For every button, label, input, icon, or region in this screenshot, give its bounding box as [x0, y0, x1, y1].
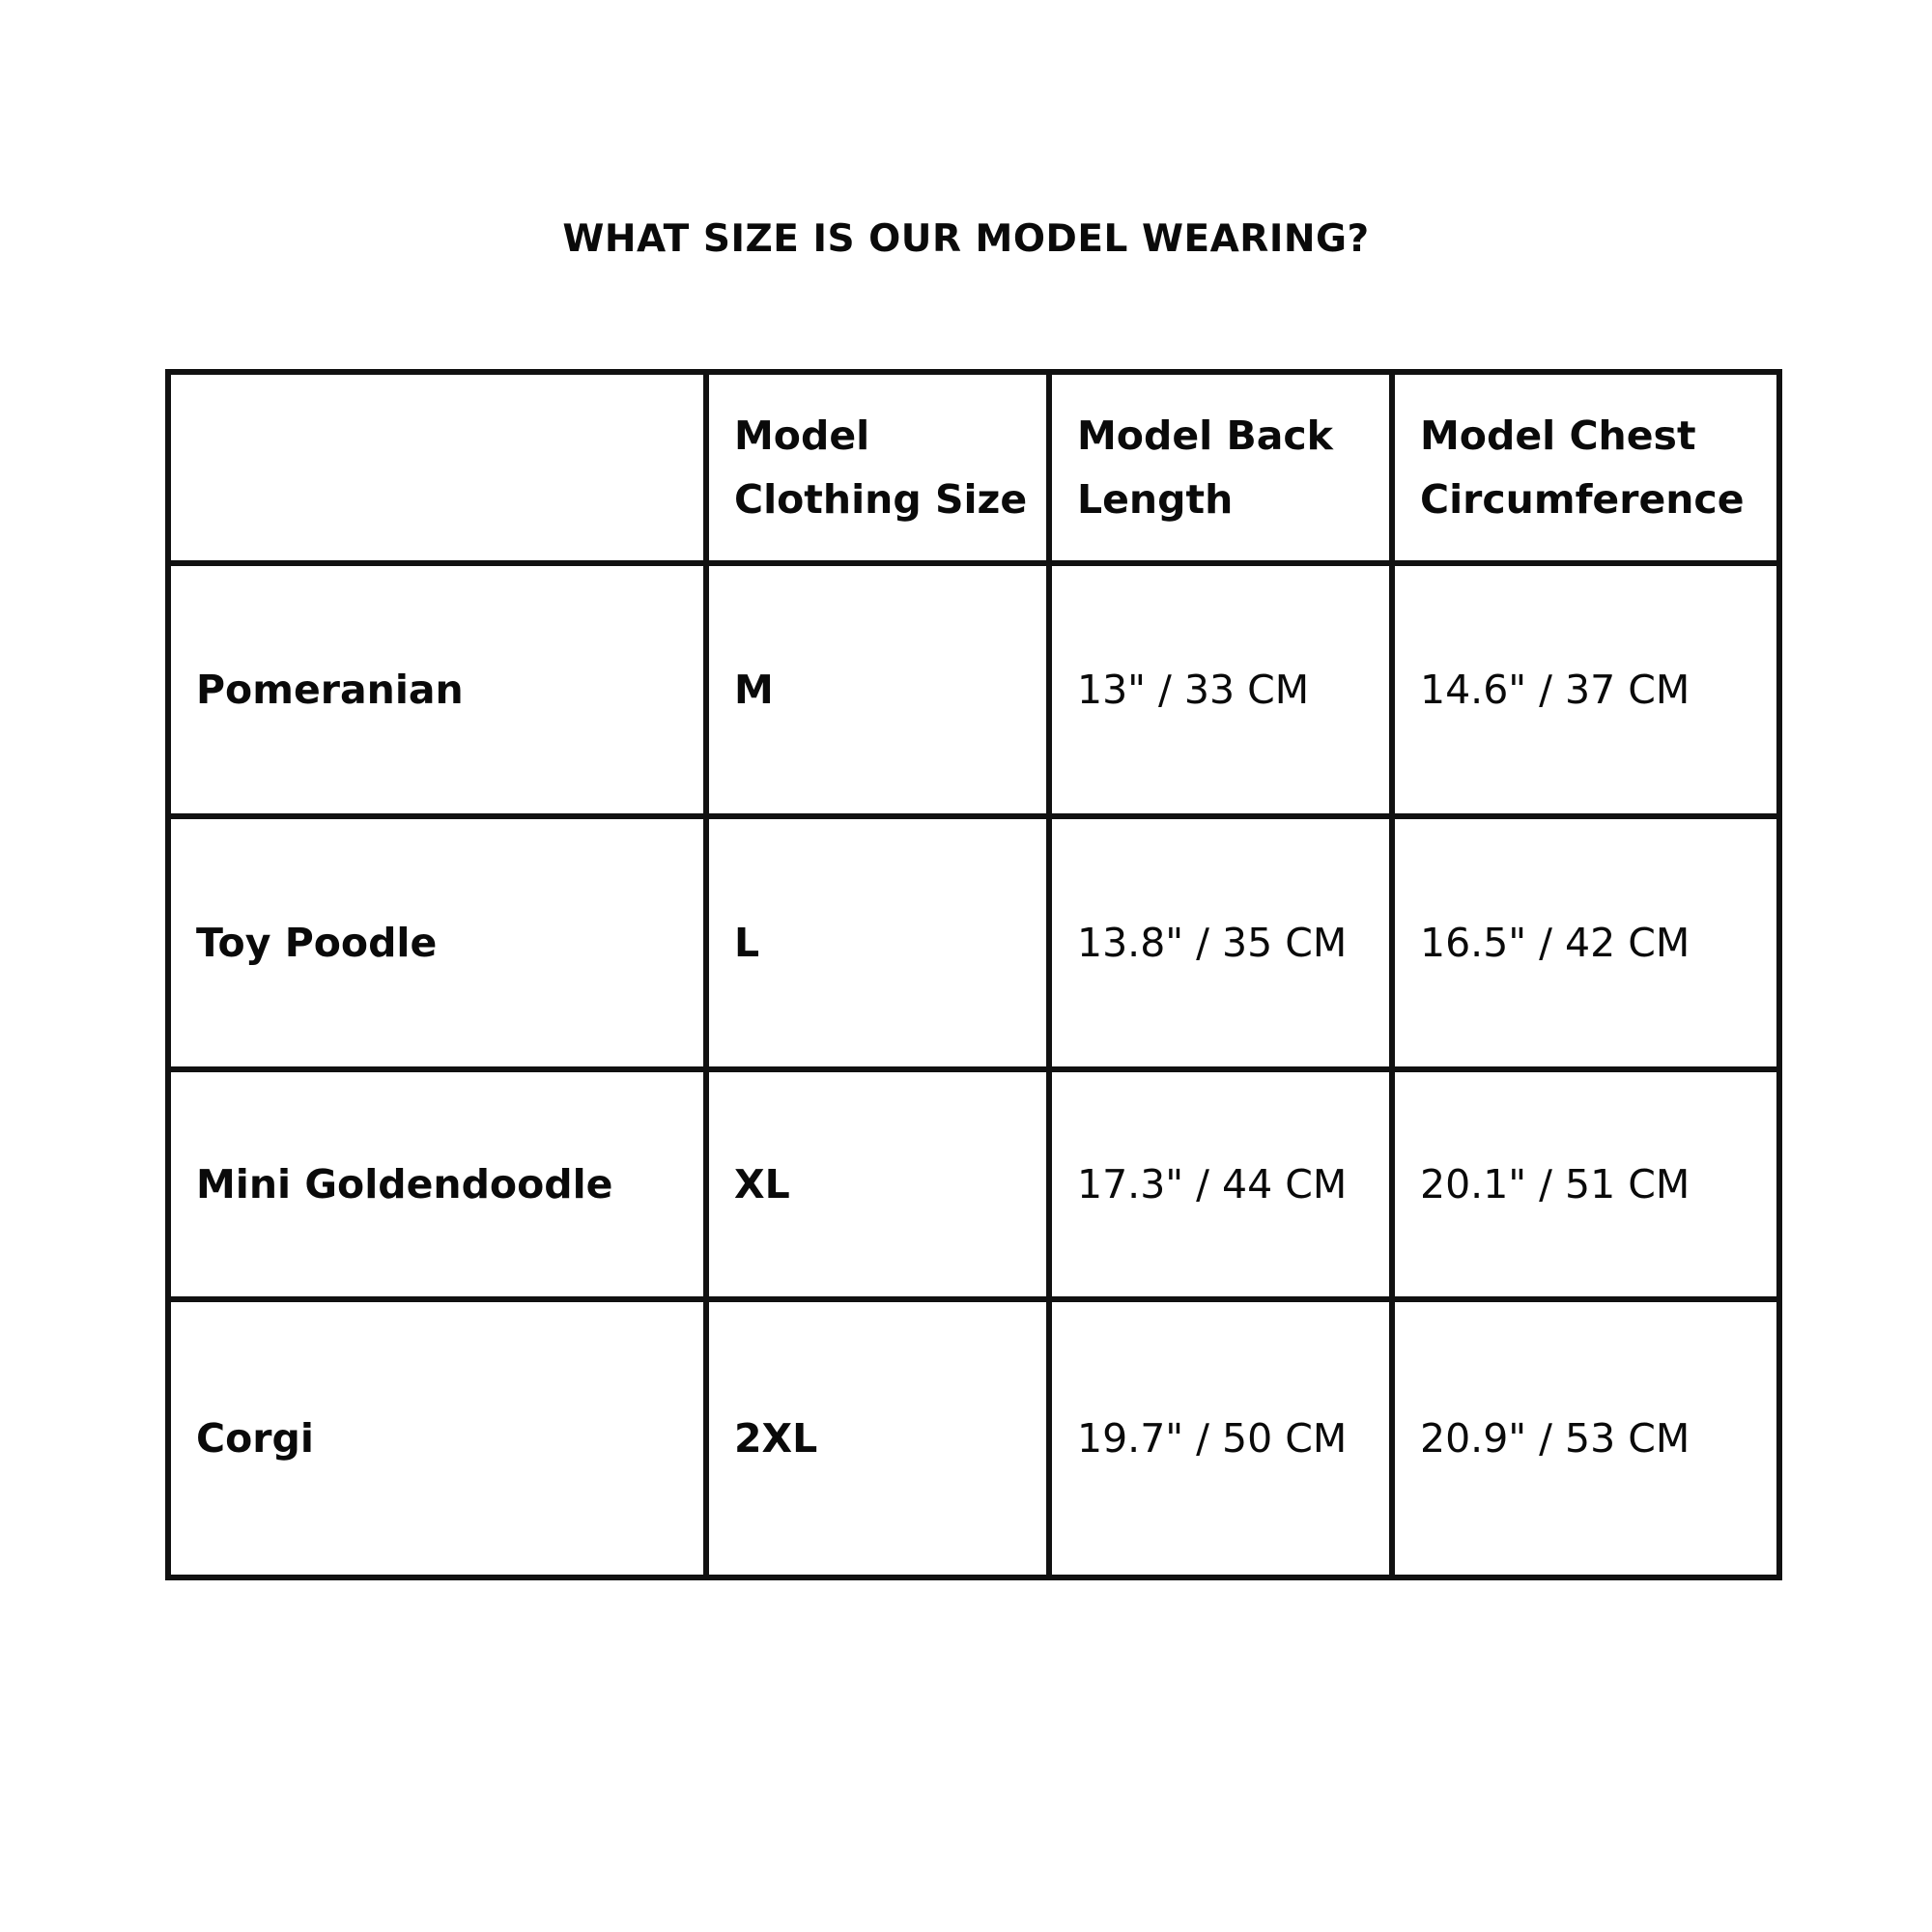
header-clothing-size: Model Clothing Size: [706, 372, 1049, 563]
back-length-cell: 13" / 33 CM: [1049, 563, 1392, 816]
size-cell: L: [706, 816, 1049, 1069]
header-breed-cell: [168, 372, 706, 563]
header-back-length: Model Back Length: [1049, 372, 1392, 563]
size-table: [165, 369, 1782, 1580]
chest-circumference-cell: 20.9" / 53 CM: [1392, 1299, 1779, 1577]
size-cell: XL: [706, 1069, 1049, 1299]
back-length-cell: 13.8" / 35 CM: [1049, 816, 1392, 1069]
page-title: WHAT SIZE IS OUR MODEL WEARING?: [562, 217, 1370, 261]
back-length-cell: 19.7" / 50 CM: [1049, 1299, 1392, 1577]
header-chest-circumference: Model Chest Circumference: [1392, 372, 1779, 563]
table-header-row: [168, 372, 1779, 563]
size-cell: M: [706, 563, 1049, 816]
chest-circumference-cell: 14.6" / 37 CM: [1392, 563, 1779, 816]
size-cell: 2XL: [706, 1299, 1049, 1577]
breed-cell: Mini Goldendoodle: [168, 1069, 706, 1299]
table-row: [168, 563, 1779, 816]
breed-cell: Pomeranian: [168, 563, 706, 816]
chest-circumference-cell: 16.5" / 42 CM: [1392, 816, 1779, 1069]
table-row: [168, 1069, 1779, 1299]
breed-cell: Toy Poodle: [168, 816, 706, 1069]
breed-cell: Corgi: [168, 1299, 706, 1577]
back-length-cell: 17.3" / 44 CM: [1049, 1069, 1392, 1299]
chest-circumference-cell: 20.1" / 51 CM: [1392, 1069, 1779, 1299]
table-row: [168, 1299, 1779, 1577]
table-row: [168, 816, 1779, 1069]
